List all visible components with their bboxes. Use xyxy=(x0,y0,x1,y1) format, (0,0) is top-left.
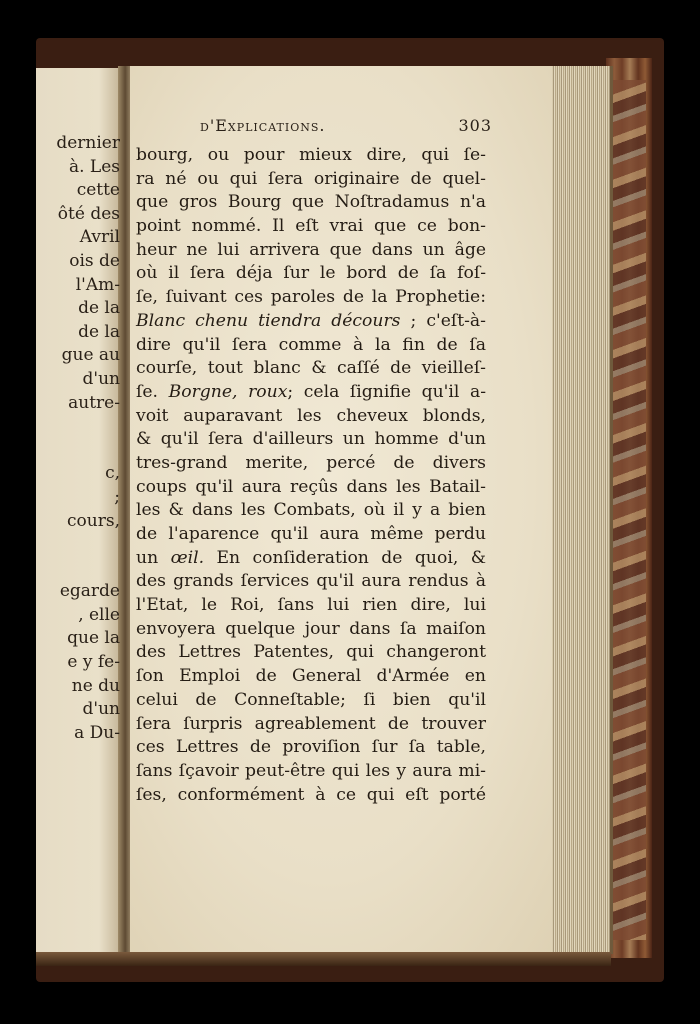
text-line: que gros Bourg que Noſtradamus n'a xyxy=(136,192,486,213)
left-line xyxy=(36,557,122,581)
left-line xyxy=(36,439,122,463)
left-line: de la xyxy=(78,298,120,319)
text-line: courſe, tout blanc & caſſé de vieilleſ- xyxy=(136,358,486,379)
text-line: dire qu'il ſera comme à la fin de ſa xyxy=(136,334,486,355)
left-line: cette xyxy=(76,180,120,201)
left-line: dernier xyxy=(56,133,120,153)
text-line: ſans ſçavoir peut-être qui les y aura mi- xyxy=(136,760,486,781)
italic-quote: œil. xyxy=(170,547,205,568)
left-line: ; xyxy=(114,486,120,507)
italic-quote: Borgne, roux xyxy=(168,381,288,402)
left-line: , elle xyxy=(78,604,120,625)
text-line: ſera ſurpris agreablement de trouver xyxy=(136,713,486,734)
left-line: que la xyxy=(67,628,120,649)
text-line: de l'aparence qu'il aura même perdu xyxy=(136,524,486,544)
left-line: ôté des xyxy=(57,203,120,224)
left-line: l'Am- xyxy=(75,274,120,295)
text-line: bourg, ou pour mieux dire, qui ſe- xyxy=(136,145,486,165)
italic-quote: Blanc chenu tiendra décours xyxy=(136,310,401,331)
text-line: coups qu'il aura reçûs dans les Batail- xyxy=(136,476,486,497)
text-span: ; cela ſignifie qu'il a- xyxy=(287,381,487,402)
left-line: d'un xyxy=(82,368,120,389)
left-line: à. Les xyxy=(68,156,120,177)
page-stack-edge xyxy=(552,66,613,954)
text-line: l'Etat, le Roi, ſans lui rien dire, lui xyxy=(136,595,486,616)
text-span: ſe. xyxy=(136,381,158,402)
text-line: envoyera quelque jour dans ſa maiſon xyxy=(136,618,486,639)
text-line: les & dans les Combats, où il y a bien xyxy=(136,500,486,521)
left-line: egarde xyxy=(59,581,120,602)
text-line xyxy=(136,310,486,334)
running-header xyxy=(200,116,492,140)
text-span: En conſideration de quoi, & xyxy=(216,547,487,568)
text-line: des grands ſervices qu'il aura rendus à xyxy=(136,571,486,592)
text-line: des Lettres Patentes, qui changeront xyxy=(136,642,486,663)
book-bottom-edge xyxy=(36,952,611,966)
text-line xyxy=(136,381,486,405)
running-title: d'Explications. xyxy=(200,116,326,135)
left-line: c, xyxy=(105,463,120,484)
right-page-text xyxy=(136,144,486,807)
left-line xyxy=(36,415,122,439)
left-line: gue au xyxy=(61,345,120,366)
marbled-endpaper xyxy=(612,80,646,940)
text-line: ſes, conformément à ce qui eſt porté xyxy=(136,784,486,805)
left-line: autre- xyxy=(68,392,120,413)
text-line: ces Lettres de proviſion ſur ſa table, xyxy=(136,737,486,758)
text-line: où il ſera déja ſur le bord de ſa foſ- xyxy=(136,263,486,284)
text-span: ; c'eſt-à- xyxy=(410,310,486,331)
text-line: ſon Emploi de General d'Armée en xyxy=(136,666,486,687)
text-line xyxy=(136,547,486,571)
left-line: a Du- xyxy=(74,722,120,743)
left-line: de la xyxy=(78,321,120,342)
left-line: cours, xyxy=(67,510,120,531)
left-line: d'un xyxy=(82,699,120,720)
text-line: heur ne lui arrivera que dans un âge xyxy=(136,239,486,260)
left-line: ne du xyxy=(71,675,120,696)
left-line: ois de xyxy=(69,250,120,271)
text-span: un xyxy=(136,547,159,568)
text-line: ra né ou qui ſera originaire de quel- xyxy=(136,168,486,189)
text-line: celui de Conneſtable; ſi bien qu'il xyxy=(136,689,486,710)
left-line: e y fe- xyxy=(67,652,120,673)
text-line: point nommé. Il eſt vrai que ce bon- xyxy=(136,216,486,237)
text-line: tres-grand merite, percé de divers xyxy=(136,452,486,473)
text-line: & qu'il ſera d'ailleurs un homme d'un xyxy=(136,429,486,450)
left-line xyxy=(36,533,122,557)
page-number: 303 xyxy=(458,116,492,135)
text-line: voit auparavant les cheveux blonds, xyxy=(136,405,486,426)
text-line: ſe, ſuivant ces paroles de la Prophetie: xyxy=(136,287,486,308)
left-line: Avril xyxy=(79,227,120,248)
left-page-text xyxy=(36,132,122,745)
